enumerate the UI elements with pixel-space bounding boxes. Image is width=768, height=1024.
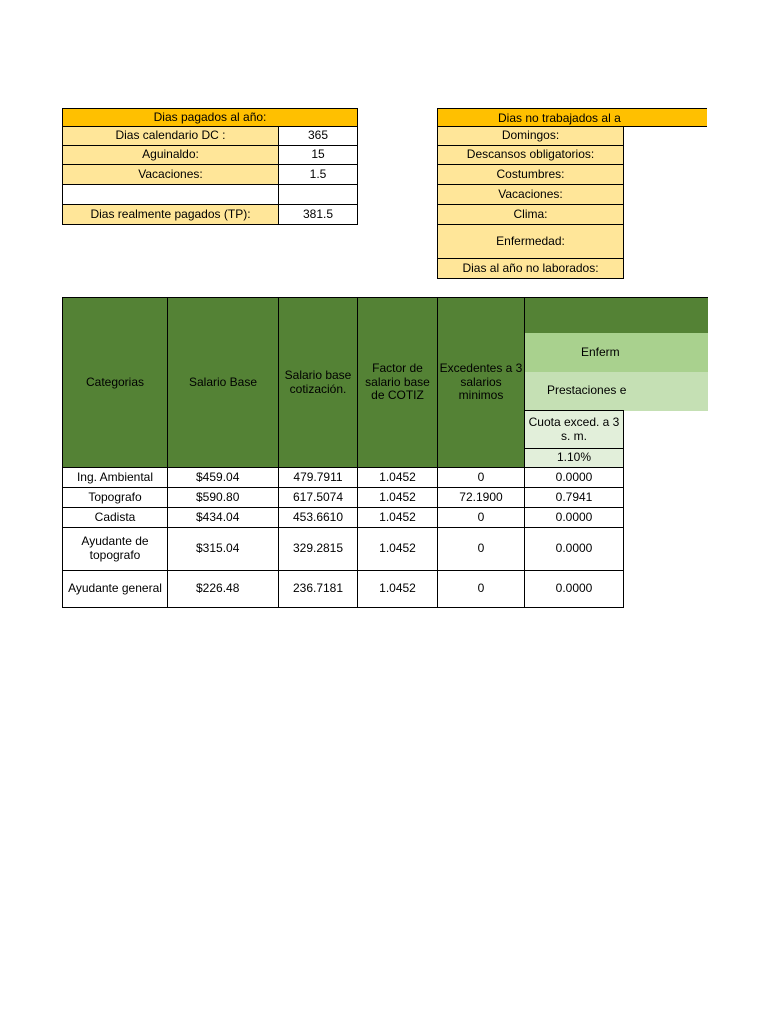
row-cuota[interactable]: 0.0000 bbox=[524, 570, 624, 608]
row-categoria[interactable]: Topografo bbox=[62, 487, 168, 508]
row-excedentes[interactable]: 0 bbox=[437, 570, 525, 608]
row-salario[interactable]: $434.04 bbox=[167, 507, 279, 528]
domingos-label: Domingos: bbox=[437, 126, 624, 146]
header-excedentes: Excedentes a 3 salarios minimos bbox=[437, 297, 525, 468]
vacaciones-value[interactable]: 1.5 bbox=[278, 164, 358, 185]
header-enfermedad-row bbox=[524, 333, 708, 373]
row-categoria[interactable]: Ayudante general bbox=[62, 570, 168, 608]
dias-calendario-value[interactable]: 365 bbox=[278, 126, 358, 146]
header-enfermedad: Enferm bbox=[581, 345, 620, 359]
row-categoria[interactable]: Cadista bbox=[62, 507, 168, 528]
row-cotizacion[interactable]: 453.6610 bbox=[278, 507, 358, 528]
enfermedad-label: Enfermedad: bbox=[437, 224, 624, 259]
row-excedentes[interactable]: 0 bbox=[437, 507, 525, 528]
row-cuota[interactable]: 0.0000 bbox=[524, 507, 624, 528]
dias-no-trabajados-title: Dias no trabajados al a bbox=[498, 110, 621, 125]
header-categorias: Categorias bbox=[62, 297, 168, 468]
header-prestaciones: Prestaciones e bbox=[547, 383, 627, 397]
row-cotizacion[interactable]: 479.7911 bbox=[278, 467, 358, 488]
dias-no-laborados-label: Dias al año no laborados: bbox=[437, 258, 624, 279]
row-cotizacion[interactable]: 236.7181 bbox=[278, 570, 358, 608]
header-cuota: Cuota exced. a 3 s. m. bbox=[524, 410, 624, 449]
dias-no-trabajados-title-row bbox=[437, 108, 707, 127]
dias-calendario-label: Dias calendario DC : bbox=[62, 126, 279, 146]
row-cuota[interactable]: 0.7941 bbox=[524, 487, 624, 508]
row-excedentes[interactable]: 72.1900 bbox=[437, 487, 525, 508]
descansos-label: Descansos obligatorios: bbox=[437, 145, 624, 165]
row-salario[interactable]: $459.04 bbox=[167, 467, 279, 488]
empty-value-cell[interactable] bbox=[278, 184, 358, 205]
header-salario-base: Salario Base bbox=[167, 297, 279, 468]
dias-realmente-pagados-value[interactable]: 381.5 bbox=[278, 204, 358, 225]
row-salario[interactable]: $226.48 bbox=[167, 570, 279, 608]
header-group-top bbox=[524, 297, 708, 334]
dias-pagados-title: Dias pagados al año: bbox=[62, 108, 358, 127]
header-factor: Factor de salario base de COTIZ bbox=[357, 297, 438, 468]
costumbres-label: Costumbres: bbox=[437, 164, 624, 185]
row-excedentes[interactable]: 0 bbox=[437, 527, 525, 571]
row-cotizacion[interactable]: 329.2815 bbox=[278, 527, 358, 571]
header-salario-cotizacion: Salario base cotización. bbox=[278, 297, 358, 468]
row-factor[interactable]: 1.0452 bbox=[357, 570, 438, 608]
empty-label-cell[interactable] bbox=[62, 184, 279, 205]
clima-label: Clima: bbox=[437, 204, 624, 225]
row-cuota[interactable]: 0.0000 bbox=[524, 467, 624, 488]
dias-realmente-pagados-label: Dias realmente pagados (TP): bbox=[62, 204, 279, 225]
row-salario[interactable]: $315.04 bbox=[167, 527, 279, 571]
row-factor[interactable]: 1.0452 bbox=[357, 487, 438, 508]
row-excedentes[interactable]: 0 bbox=[437, 467, 525, 488]
header-prestaciones-row bbox=[524, 372, 708, 411]
row-categoria[interactable]: Ing. Ambiental bbox=[62, 467, 168, 488]
vacaciones-label: Vacaciones: bbox=[62, 164, 279, 185]
aguinaldo-label: Aguinaldo: bbox=[62, 145, 279, 165]
row-cuota[interactable]: 0.0000 bbox=[524, 527, 624, 571]
row-factor[interactable]: 1.0452 bbox=[357, 467, 438, 488]
vacaciones-nt-label: Vacaciones: bbox=[437, 184, 624, 205]
row-factor[interactable]: 1.0452 bbox=[357, 527, 438, 571]
aguinaldo-value[interactable]: 15 bbox=[278, 145, 358, 165]
header-cuota-pct[interactable]: 1.10% bbox=[524, 448, 624, 468]
row-cotizacion[interactable]: 617.5074 bbox=[278, 487, 358, 508]
row-categoria[interactable]: Ayudante de topografo bbox=[62, 527, 168, 571]
row-factor[interactable]: 1.0452 bbox=[357, 507, 438, 528]
row-salario[interactable]: $590.80 bbox=[167, 487, 279, 508]
